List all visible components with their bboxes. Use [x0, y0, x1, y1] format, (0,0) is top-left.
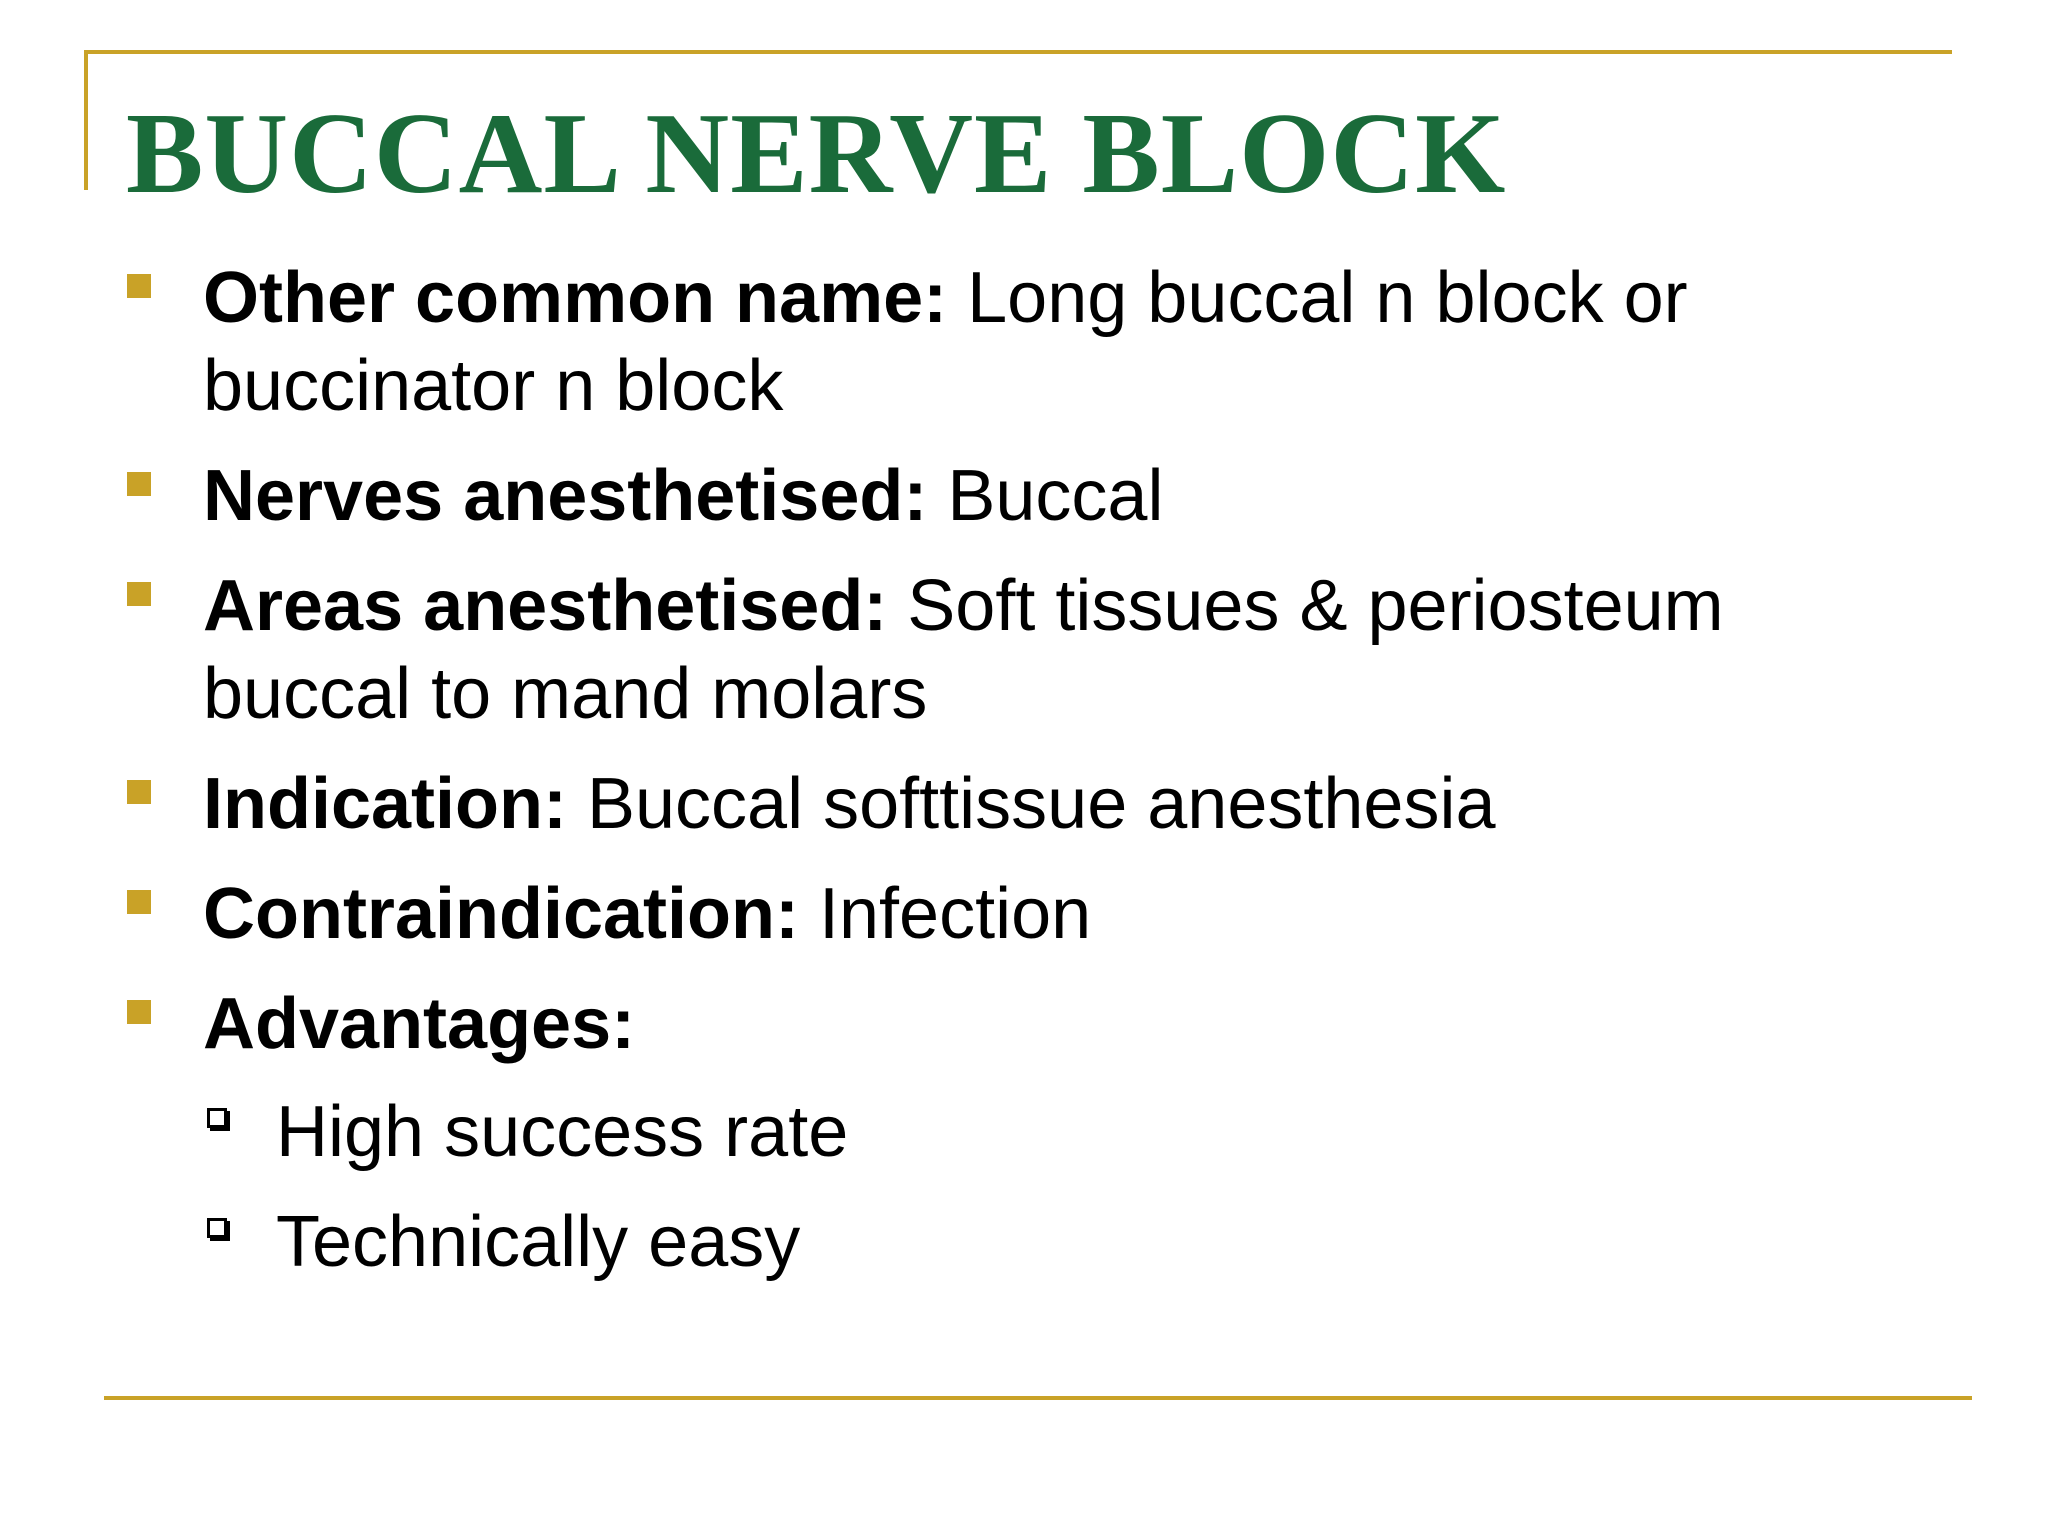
bullet-text: Long buccal n block or buccinator n block — [203, 258, 1688, 426]
bullet-item-other-common-name — [126, 254, 1866, 430]
square-bullet-icon — [127, 890, 151, 914]
sub-bullet-item — [203, 1198, 1866, 1286]
square-bullet-icon — [127, 472, 151, 496]
bullet-label: Other common name: — [203, 258, 948, 338]
advantages-sub-list — [203, 1088, 1866, 1286]
bullet-label: Advantages: — [203, 984, 636, 1064]
bullet-text: Infection — [798, 874, 1092, 954]
bullet-item-contraindication — [126, 870, 1866, 958]
bullet-item-advantages — [126, 980, 1866, 1286]
square-bullet-icon — [127, 780, 151, 804]
bullet-item-indication — [126, 760, 1866, 848]
bullet-label: Areas anesthetised: — [203, 566, 888, 646]
sub-bullet-item — [203, 1088, 1866, 1176]
hollow-square-bullet-icon — [207, 1108, 227, 1128]
bullet-text: Soft tissues & periosteum buccal to mand molars — [203, 566, 1724, 734]
bullet-label: Indication: — [203, 764, 567, 844]
bullet-item-nerves-anesthetised — [126, 452, 1866, 540]
slide-title: BUCCAL NERVE BLOCK — [126, 90, 1507, 218]
sub-bullet-text: Technically easy — [276, 1202, 801, 1282]
bullet-text: Buccal softtissue anesthesia — [566, 764, 1496, 844]
bullet-text: Buccal — [927, 456, 1164, 536]
bullet-label: Contraindication: — [203, 874, 799, 954]
sub-bullet-text: High success rate — [276, 1092, 849, 1172]
bullet-label: Nerves anesthetised: — [203, 456, 928, 536]
bottom-divider-line — [104, 1396, 1972, 1400]
square-bullet-icon — [127, 582, 151, 606]
bullet-list — [126, 254, 1866, 1308]
bullet-item-areas-anesthetised — [126, 562, 1866, 738]
top-divider-line — [84, 50, 1952, 54]
square-bullet-icon — [127, 274, 151, 298]
square-bullet-icon — [127, 1000, 151, 1024]
left-accent-line — [84, 50, 88, 190]
hollow-square-bullet-icon — [207, 1218, 227, 1238]
